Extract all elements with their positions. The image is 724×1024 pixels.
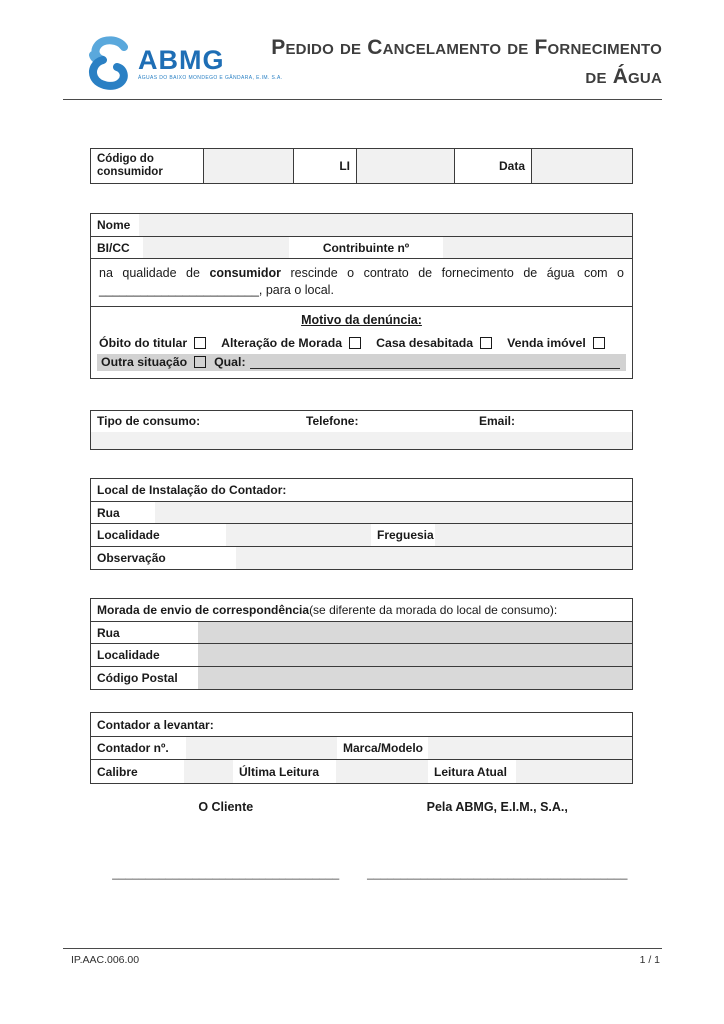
mailing-title xyxy=(91,599,632,621)
checkbox-venda-imovel[interactable] xyxy=(593,337,605,349)
logo-wordmark: ABMG xyxy=(138,45,225,75)
signature-section xyxy=(90,800,633,880)
brand-model-input[interactable] xyxy=(428,737,632,759)
meter-location-header-row xyxy=(91,479,632,501)
name-label: Nome xyxy=(97,218,131,232)
page-title-line1: Pedido de Cancelamento de Fornecimento xyxy=(271,36,662,59)
caliber-label: Calibre xyxy=(97,764,138,779)
header-divider xyxy=(63,99,662,100)
statement-part1: na qualidade de xyxy=(99,266,210,280)
meter-location-table xyxy=(90,478,633,570)
location-note-row xyxy=(91,546,632,569)
id-input[interactable] xyxy=(143,237,289,258)
client-signature-line[interactable]: __________________________________ xyxy=(112,866,340,880)
contact-input-strip[interactable] xyxy=(91,432,632,449)
phone-label: Telefone: xyxy=(306,414,359,428)
contact-labels-row xyxy=(91,411,632,432)
checkbox-casa-desabitada[interactable] xyxy=(480,337,492,349)
meter-readings-row xyxy=(91,759,632,783)
company-signature-label: Pela ABMG, E.I.M., S.A., xyxy=(426,800,568,814)
page-title-line2: de Água xyxy=(585,65,662,88)
current-reading-input[interactable] xyxy=(516,760,632,783)
checkbox-alteracao-morada[interactable] xyxy=(349,337,361,349)
statement-paragraph xyxy=(91,258,632,306)
page-number: 1 / 1 xyxy=(639,954,660,966)
meter-location-title: Local de Instalação do Contador: xyxy=(97,483,287,497)
meter-number-row xyxy=(91,736,632,759)
mailing-locality-row xyxy=(91,643,632,666)
mailing-locality-label: Localidade xyxy=(97,648,160,662)
parish-label: Freguesia xyxy=(377,528,434,542)
company-signature-line[interactable]: _______________________________________ xyxy=(367,866,628,880)
date-input[interactable] xyxy=(531,149,632,183)
page-title xyxy=(271,33,662,91)
meter-removal-table xyxy=(90,712,633,784)
date-label: Data xyxy=(454,149,531,183)
location-locality-row xyxy=(91,523,632,546)
checkbox-obito[interactable] xyxy=(194,337,206,349)
company-signature-column xyxy=(362,800,634,880)
other-reason-label: Outra situação xyxy=(101,355,188,369)
checkbox-outra-situacao[interactable] xyxy=(194,356,206,368)
location-note-input[interactable] xyxy=(236,547,632,569)
mailing-postal-row xyxy=(91,666,632,689)
name-input[interactable] xyxy=(139,214,632,236)
parish-input[interactable] xyxy=(435,524,632,546)
last-reading-input[interactable] xyxy=(336,760,428,783)
contact-table xyxy=(90,410,633,450)
client-signature-column xyxy=(90,800,362,880)
mailing-street-input[interactable] xyxy=(198,622,632,643)
li-input[interactable] xyxy=(356,149,454,183)
consumer-code-input[interactable] xyxy=(203,149,293,183)
last-reading-label: Última Leitura xyxy=(239,764,320,779)
brand-model-label: Marca/Modelo xyxy=(343,741,424,755)
consumer-code-table xyxy=(90,148,633,184)
mailing-title-rest: (se diferente da morada do local de consumo): xyxy=(309,603,558,617)
email-label: Email: xyxy=(479,414,516,428)
id-label: BI/CC xyxy=(97,240,130,255)
reason-options-row xyxy=(99,336,626,350)
meter-number-input[interactable] xyxy=(186,737,337,759)
location-street-row xyxy=(91,501,632,523)
statement-consumer-word: consumidor xyxy=(209,266,281,280)
mailing-locality-input[interactable] xyxy=(198,644,632,666)
abmg-logo xyxy=(88,36,283,97)
client-signature-label: O Cliente xyxy=(198,800,254,814)
taxpayer-label: Contribuinte nº xyxy=(322,240,410,255)
mailing-header-row xyxy=(91,599,632,621)
postal-code-label: Código Postal xyxy=(97,671,178,685)
location-locality-input[interactable] xyxy=(226,524,371,546)
reason-section xyxy=(91,306,632,378)
consumer-code-row xyxy=(91,149,632,183)
footer xyxy=(63,952,662,966)
consumer-code-label: Código do consumidor xyxy=(97,153,163,178)
option-morada-label: Alteração de Morada xyxy=(221,336,343,350)
water-swirl-icon xyxy=(88,36,134,97)
li-label: LI xyxy=(293,149,356,183)
location-note-label: Observação xyxy=(97,551,166,565)
mailing-street-row xyxy=(91,621,632,643)
postal-code-input[interactable] xyxy=(198,667,632,689)
statement-part2: rescinde o contrato de fornecimento de água com o xyxy=(280,266,625,280)
caliber-input[interactable] xyxy=(184,760,233,783)
option-desabitada-label: Casa desabitada xyxy=(376,336,474,350)
reason-title: Motivo da denúncia: xyxy=(301,313,422,327)
meter-removal-title: Contador a levantar: xyxy=(97,717,214,732)
other-reason-line[interactable] xyxy=(250,356,620,369)
location-street-label: Rua xyxy=(97,505,120,520)
mailing-title-bold: Morada de envio de correspondência xyxy=(97,603,310,617)
statement-blank-line[interactable]: _______________________, para o local. xyxy=(99,283,334,297)
mailing-street-label: Rua xyxy=(97,625,120,640)
qual-label: Qual: xyxy=(214,355,246,369)
current-reading-label: Leitura Atual xyxy=(434,764,507,779)
mailing-address-table xyxy=(90,598,633,690)
location-locality-label: Localidade xyxy=(97,528,160,542)
location-street-input[interactable] xyxy=(155,502,632,523)
footer-divider xyxy=(63,948,662,949)
id-row xyxy=(91,236,632,258)
consumption-type-label: Tipo de consumo: xyxy=(97,414,201,428)
option-venda-label: Venda imóvel xyxy=(507,336,586,350)
taxpayer-input[interactable] xyxy=(443,237,632,258)
meter-removal-header-row xyxy=(91,713,632,736)
other-reason-band xyxy=(97,354,626,371)
logo-tagline: ÁGUAS DO BAIXO MONDEGO E GÂNDARA, E.IM. S.A. xyxy=(138,75,283,81)
meter-number-label: Contador nº. xyxy=(97,741,169,755)
option-obito-label: Óbito do titular xyxy=(99,336,188,350)
name-row xyxy=(91,214,632,236)
document-code: IP.AAC.006.00 xyxy=(71,954,140,966)
identity-block xyxy=(90,213,633,379)
